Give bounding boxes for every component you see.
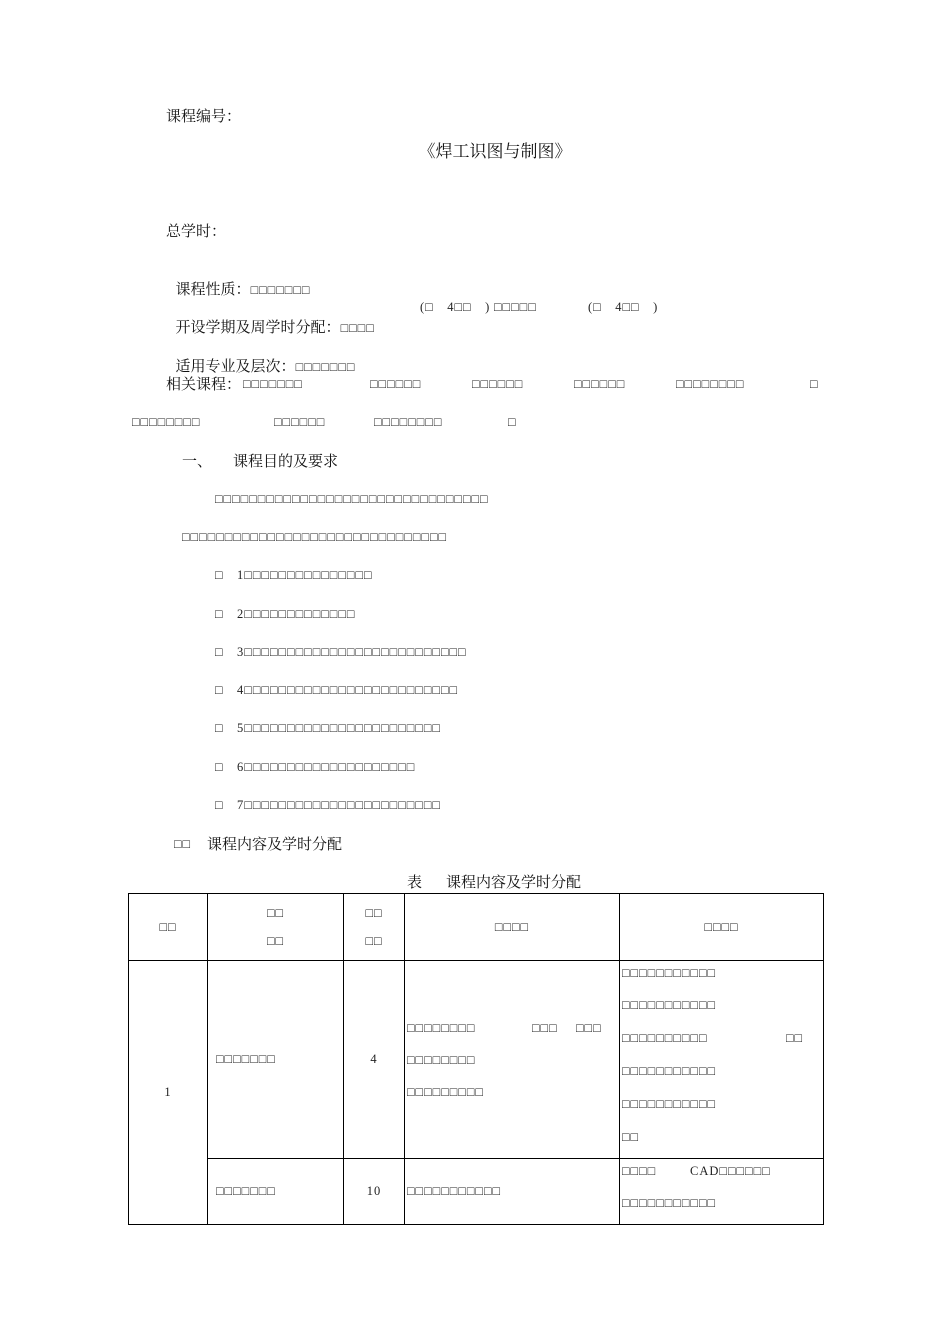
row1-req-6: □□□□□□□□□□□ [622, 1097, 717, 1111]
related-course-7: □□□□□□□□ [132, 415, 201, 429]
related-course-6: □ [810, 377, 819, 391]
table-caption: 课程内容及学时分配 [446, 873, 582, 891]
semester-value-a: □□□□ [340, 321, 375, 335]
semester-line [166, 297, 375, 338]
row2-requirements-cell [620, 1159, 824, 1225]
row1-content-4: □□□□□□□□ [407, 1052, 476, 1067]
row1-content-5: □□□□□□□□□ [407, 1084, 484, 1099]
related-course-5: □□□□□□□□ [676, 377, 745, 391]
row2-req-1: □□□□ [622, 1164, 657, 1178]
section2-title: 课程内容及学时分配 [207, 835, 343, 853]
course-number-label: 课程编号： [166, 107, 242, 125]
row1-content-3: □□□ [576, 1020, 602, 1035]
course-nature-label: 课程性质： [175, 280, 251, 298]
row2-req-2: CAD□□□□□□ [690, 1164, 771, 1178]
related-course-4: □□□□□□ [574, 377, 626, 391]
section2-number: □□ [174, 837, 192, 851]
row1-req-2: □□□□□□□□□□□ [622, 998, 717, 1012]
row1-content-1: □□□□□□□□ [407, 1020, 476, 1035]
major-value: □□□□□□□ [295, 360, 356, 374]
semester-value-b: □□□□□ [494, 300, 537, 314]
header-col4: □□□□ [405, 894, 620, 961]
row2-content-cell [405, 1159, 620, 1225]
objective-item-5: □ 5□□□□□□□□□□□□□□□□□□□□□□□ [215, 721, 441, 735]
table-caption-prefix: 表 [407, 873, 423, 891]
related-course-1: □□□□□□□ [243, 377, 303, 391]
semester-paren-b: (□ 4□□ ) [588, 300, 659, 314]
row1-req-7: □□ [622, 1130, 640, 1144]
row1-content-cell [405, 961, 620, 1159]
total-hours-label: 总学时： [166, 222, 227, 240]
semester-paren-a: (□ 4□□ ) [420, 300, 491, 314]
header-col2-line2: □□ [266, 934, 285, 948]
row1-req-4: □□ [786, 1031, 804, 1045]
row1-number: 1 [129, 961, 208, 1225]
row1-requirements-cell [620, 961, 824, 1159]
row2-req-3: □□□□□□□□□□□ [622, 1196, 717, 1210]
major-line [166, 336, 355, 377]
header-col2 [208, 894, 344, 961]
section1-paragraph-line1: □□□□□□□□□□□□□□□□□□□□□□□□□□□□□□□□ [215, 492, 489, 506]
row2-content-1: □□□□□□□□□□□ [407, 1184, 502, 1198]
header-col5: □□□□ [620, 894, 824, 961]
related-course-3: □□□□□□ [472, 377, 524, 391]
row1-name-cell [208, 961, 344, 1159]
objective-item-3: □ 3□□□□□□□□□□□□□□□□□□□□□□□□□□ [215, 645, 467, 659]
page-title: 《焊工识图与制图》 [418, 142, 572, 162]
section1-title: 课程目的及要求 [233, 452, 339, 470]
related-course-2: □□□□□□ [370, 377, 422, 391]
table-row [129, 1159, 824, 1225]
objective-item-4: □ 4□□□□□□□□□□□□□□□□□□□□□□□□□ [215, 683, 459, 697]
table-row [129, 961, 824, 1159]
row2-name: □□□□□□□ [216, 1184, 276, 1198]
header-col3 [344, 894, 405, 961]
row2-name-cell [208, 1159, 344, 1225]
major-label: 适用专业及层次： [175, 357, 296, 375]
section1-number: 一、 [182, 452, 213, 470]
section1-paragraph-line2: □□□□□□□□□□□□□□□□□□□□□□□□□□□□□□□ [182, 530, 448, 544]
related-label: 相关课程： [166, 375, 242, 393]
table-header-row [129, 894, 824, 961]
row1-req-3: □□□□□□□□□□ [622, 1031, 708, 1045]
objective-item-6: □ 6□□□□□□□□□□□□□□□□□□□□ [215, 760, 416, 774]
related-course-10: □ [508, 415, 517, 429]
course-nature-line [166, 259, 310, 300]
header-col3-line2: □□ [365, 934, 383, 948]
related-course-9: □□□□□□□□ [374, 415, 443, 429]
objective-item-1: □ 1□□□□□□□□□□□□□□□ [215, 568, 373, 582]
row1-hours: 4 [344, 961, 405, 1159]
row1-content-2: □□□ [532, 1020, 558, 1035]
header-col3-line1: □□ [365, 906, 383, 920]
objective-item-2: □ 2□□□□□□□□□□□□□ [215, 607, 356, 621]
row2-hours: 10 [344, 1159, 405, 1225]
course-content-table [128, 893, 824, 1225]
row1-name: □□□□□□□ [216, 1052, 276, 1066]
objective-item-7: □ 7□□□□□□□□□□□□□□□□□□□□□□□ [215, 798, 441, 812]
related-course-8: □□□□□□ [274, 415, 326, 429]
row1-req-1: □□□□□□□□□□□ [622, 966, 717, 980]
header-col1: □□ [129, 894, 208, 961]
course-nature-value: □□□□□□□ [250, 283, 311, 297]
semester-label: 开设学期及周学时分配： [175, 318, 341, 336]
row1-req-5: □□□□□□□□□□□ [622, 1064, 717, 1078]
header-col2-line1: □□ [266, 906, 285, 920]
